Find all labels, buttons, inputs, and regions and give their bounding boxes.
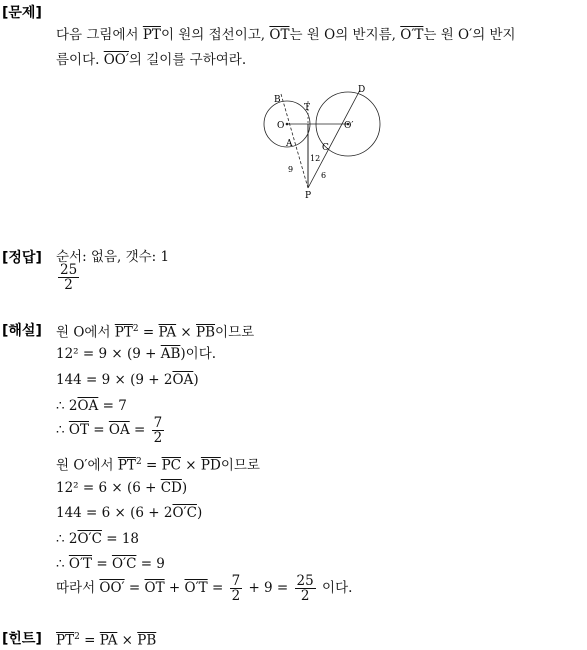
hint-tag: [힌트] (2, 631, 42, 647)
solution-line-10: ∴ O′T = O′C = 9 (56, 556, 165, 572)
problem-line-1: 다음 그림에서 $\overline{PT}$이 원의 접선이고, $\overline{OT}$는 원 O의 반지름, O′T는 원 O′의 반지 (56, 27, 516, 43)
label-o-prime: O′ (344, 121, 354, 131)
answer-tag: [정답] (2, 250, 42, 266)
solution-line-2: $12^2 = 9 \times (9 + \overline{AB})$이다. (56, 346, 217, 362)
secant-pd (308, 90, 360, 188)
label-d: D (358, 85, 366, 95)
problem-tag: [문제] (2, 5, 42, 21)
solution-line-1: 원 O에서 $\overline{PT}^2 = \overline{PA} \times \overline{PB}$이므로 (56, 324, 255, 341)
solution-line-11: 따라서 $OO' = \overline{OT} + O'T$ = $\frac{7}{2}$ + 9 = $\frac{25}{2}$ 이다. (56, 573, 353, 604)
solution-tag: [해설] (2, 323, 42, 339)
answer-value: $\frac{25}{2}$ (60, 262, 78, 293)
label-t: T (304, 103, 311, 113)
geometry-figure (250, 82, 410, 202)
label-12: 12 (310, 154, 321, 163)
solution-line-7: $12^2 = 6 \times (6 + \overline{CD})$ (56, 480, 188, 496)
label-o: O (277, 121, 285, 131)
label-b: B (274, 95, 281, 105)
solution-line-6: 원 O′에서 $\overline{PT}^2 = \overline{PC} \times \overline{PD}$이므로 (56, 457, 260, 474)
solution-line-3: $144 = 9 \times (9 + 2\overline{OA})$ (56, 372, 199, 388)
answer-meta: 순서: 없음, 갯수: 1 (56, 249, 170, 265)
label-a: A (286, 139, 293, 149)
solution-line-8: 144 = 6 × (6 + 2O′C) (56, 505, 203, 521)
label-p: P (305, 191, 312, 201)
solution-line-4: ∴ $2\overline{OA} = 7$ (56, 398, 127, 414)
problem-line-2: 름이다. OO′의 길이를 구하여라. (56, 52, 247, 68)
hint-line: $\overline{PT}^2 = \overline{PA} \times \overline{PB}$ (56, 632, 157, 649)
label-6: 6 (321, 171, 327, 180)
solution-line-5: ∴ $\overline{OT} = \overline{OA}$ = $\frac{7}{2}$ (56, 415, 163, 446)
solution-line-9: ∴ 2O′C = 18 (56, 531, 140, 547)
label-c: C (322, 143, 329, 153)
label-9: 9 (288, 165, 294, 174)
